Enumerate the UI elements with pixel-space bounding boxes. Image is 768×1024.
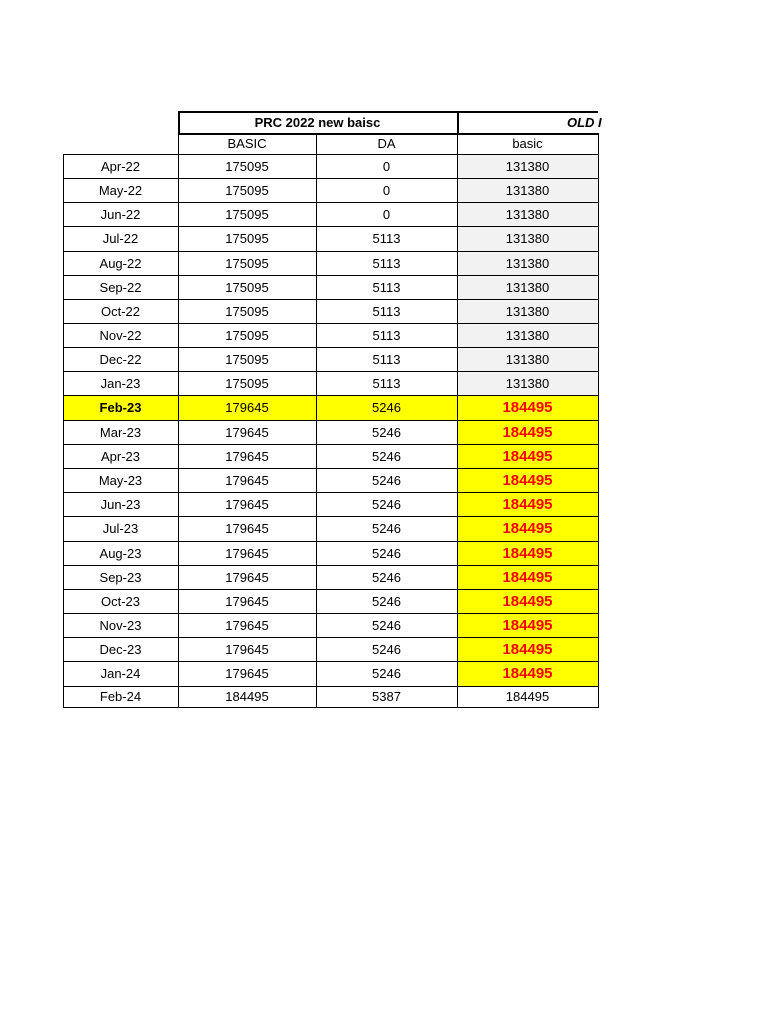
basic-cell: 175095 (225, 375, 269, 391)
basic-cell: 175095 (225, 255, 269, 271)
basic-cell: 179645 (225, 448, 269, 464)
header-mid-border (178, 133, 598, 135)
old-basic-cell: 131380 (457, 347, 598, 371)
old-basic-cell: 184495 (457, 492, 598, 516)
row-border (63, 565, 598, 566)
basic-cell: 179645 (225, 666, 269, 681)
month-cell: Dec-23 (99, 641, 142, 657)
month-cell: Apr-23 (100, 448, 141, 464)
month-cell: Sep-23 (99, 569, 142, 585)
subheader-left-border (178, 133, 179, 154)
basic-cell: 175095 (225, 158, 269, 174)
month-cell: Feb-24 (99, 689, 142, 704)
column-header-da: DA (377, 136, 396, 151)
basic-cell: 175095 (225, 279, 269, 295)
old-basic-cell: 131380 (457, 251, 598, 275)
header-group-new: PRC 2022 new baisc (254, 114, 381, 130)
da-cell: 5113 (372, 303, 401, 319)
header-group-old: OLD I (567, 114, 602, 130)
month-cell: Jul-22 (102, 231, 139, 246)
old-basic-cell: 184495 (457, 565, 598, 589)
basic-cell: 184495 (225, 689, 269, 704)
basic-cell: 175095 (225, 351, 269, 367)
da-cell: 5113 (372, 231, 401, 246)
row-border (63, 275, 598, 276)
basic-cell: 179645 (225, 569, 269, 585)
row-border (63, 323, 598, 324)
row-border (63, 686, 598, 687)
da-cell: 5246 (316, 395, 457, 420)
old-basic-cell: 131380 (457, 275, 598, 299)
month-cell: Aug-23 (99, 545, 142, 561)
row-border (63, 492, 598, 493)
month-cell: Mar-23 (99, 424, 142, 440)
da-cell: 5246 (372, 448, 401, 464)
basic-cell: 179645 (225, 593, 269, 609)
da-cell: 5246 (372, 617, 401, 633)
old-basic-cell: 184495 (457, 541, 598, 565)
month-cell: Oct-22 (100, 303, 140, 319)
da-cell: 5246 (372, 593, 401, 609)
column-header-basic: BASIC (227, 136, 267, 151)
row-border (63, 299, 598, 300)
da-cell: 0 (382, 158, 391, 174)
row-border (63, 661, 598, 662)
row-border (63, 589, 598, 590)
da-cell: 5113 (372, 255, 401, 271)
old-basic-cell: 184495 (457, 661, 598, 686)
column-border (178, 154, 179, 708)
month-cell: May-23 (98, 472, 143, 488)
subheader-divider-1 (316, 133, 317, 154)
old-basic-cell: 131380 (457, 299, 598, 323)
column-border (63, 154, 64, 708)
old-basic-cell: 131380 (457, 371, 598, 395)
month-cell: Oct-23 (100, 593, 140, 609)
month-cell: Sep-22 (99, 279, 142, 295)
da-cell: 5246 (372, 569, 401, 585)
old-basic-cell: 131380 (457, 226, 598, 251)
da-cell: 5246 (372, 496, 401, 512)
da-cell: 5246 (372, 521, 401, 536)
column-border (457, 154, 458, 708)
basic-cell: 179645 (225, 496, 269, 512)
da-cell: 5113 (372, 327, 401, 343)
basic-cell: 175095 (225, 206, 269, 222)
old-basic-cell: 184495 (505, 689, 550, 704)
basic-cell: 179645 (225, 472, 269, 488)
month-cell: Apr-22 (100, 158, 141, 174)
month-cell: May-22 (98, 182, 143, 198)
old-basic-cell: 184495 (457, 395, 598, 420)
month-cell: Dec-22 (99, 351, 142, 367)
month-cell: Jan-23 (100, 375, 141, 391)
da-cell: 5387 (372, 689, 401, 704)
basic-cell: 179645 (225, 424, 269, 440)
row-border (63, 637, 598, 638)
month-cell: Feb-23 (63, 395, 178, 420)
row-border (63, 395, 598, 396)
row-border (63, 371, 598, 372)
da-cell: 5246 (372, 545, 401, 561)
column-border-right (598, 133, 599, 708)
row-border (63, 541, 598, 542)
old-basic-cell: 184495 (457, 444, 598, 468)
old-basic-cell: 184495 (457, 468, 598, 492)
basic-cell: 179645 (225, 545, 269, 561)
row-border (63, 420, 598, 421)
basic-cell: 175095 (225, 327, 269, 343)
row-border (63, 251, 598, 252)
basic-cell: 179645 (225, 617, 269, 633)
month-cell: Jun-23 (100, 496, 141, 512)
row-border (63, 226, 598, 227)
header-top-border (178, 111, 598, 113)
da-cell: 5246 (372, 472, 401, 488)
basic-cell: 179645 (178, 395, 316, 420)
da-cell: 5113 (372, 351, 401, 367)
basic-cell: 179645 (225, 521, 269, 536)
row-border (63, 444, 598, 445)
row-border (63, 516, 598, 517)
month-cell: Jan-24 (100, 666, 141, 681)
basic-cell: 179645 (225, 641, 269, 657)
old-basic-cell: 184495 (457, 516, 598, 541)
da-cell: 5113 (372, 279, 401, 295)
column-border (316, 154, 317, 708)
row-border (63, 613, 598, 614)
row-border (63, 468, 598, 469)
month-cell: Jun-22 (100, 206, 141, 222)
old-basic-cell: 184495 (457, 613, 598, 637)
column-header-old-basic: basic (512, 136, 543, 151)
month-cell: Aug-22 (99, 255, 142, 271)
old-basic-cell: 184495 (457, 420, 598, 444)
da-cell: 0 (382, 182, 391, 198)
old-basic-cell: 131380 (457, 154, 598, 178)
header-divider (457, 111, 459, 133)
old-basic-cell: 131380 (457, 178, 598, 202)
da-cell: 5113 (372, 375, 401, 391)
da-cell: 0 (382, 206, 391, 222)
month-cell: Jul-23 (102, 521, 139, 536)
row-border (63, 178, 598, 179)
basic-cell: 175095 (225, 182, 269, 198)
basic-cell: 175095 (225, 303, 269, 319)
month-cell: Nov-22 (99, 327, 142, 343)
old-basic-cell: 184495 (457, 637, 598, 661)
row-border (63, 154, 598, 155)
old-basic-cell: 131380 (457, 202, 598, 226)
da-cell: 5246 (372, 641, 401, 657)
header-left-border (178, 111, 180, 133)
da-cell: 5246 (372, 666, 401, 681)
old-basic-cell: 184495 (457, 589, 598, 613)
basic-cell: 175095 (225, 231, 269, 246)
row-border (63, 202, 598, 203)
row-border (63, 347, 598, 348)
row-border (63, 707, 598, 708)
subheader-divider-2 (457, 133, 458, 154)
old-basic-cell: 131380 (457, 323, 598, 347)
month-cell: Nov-23 (99, 617, 142, 633)
da-cell: 5246 (372, 424, 401, 440)
